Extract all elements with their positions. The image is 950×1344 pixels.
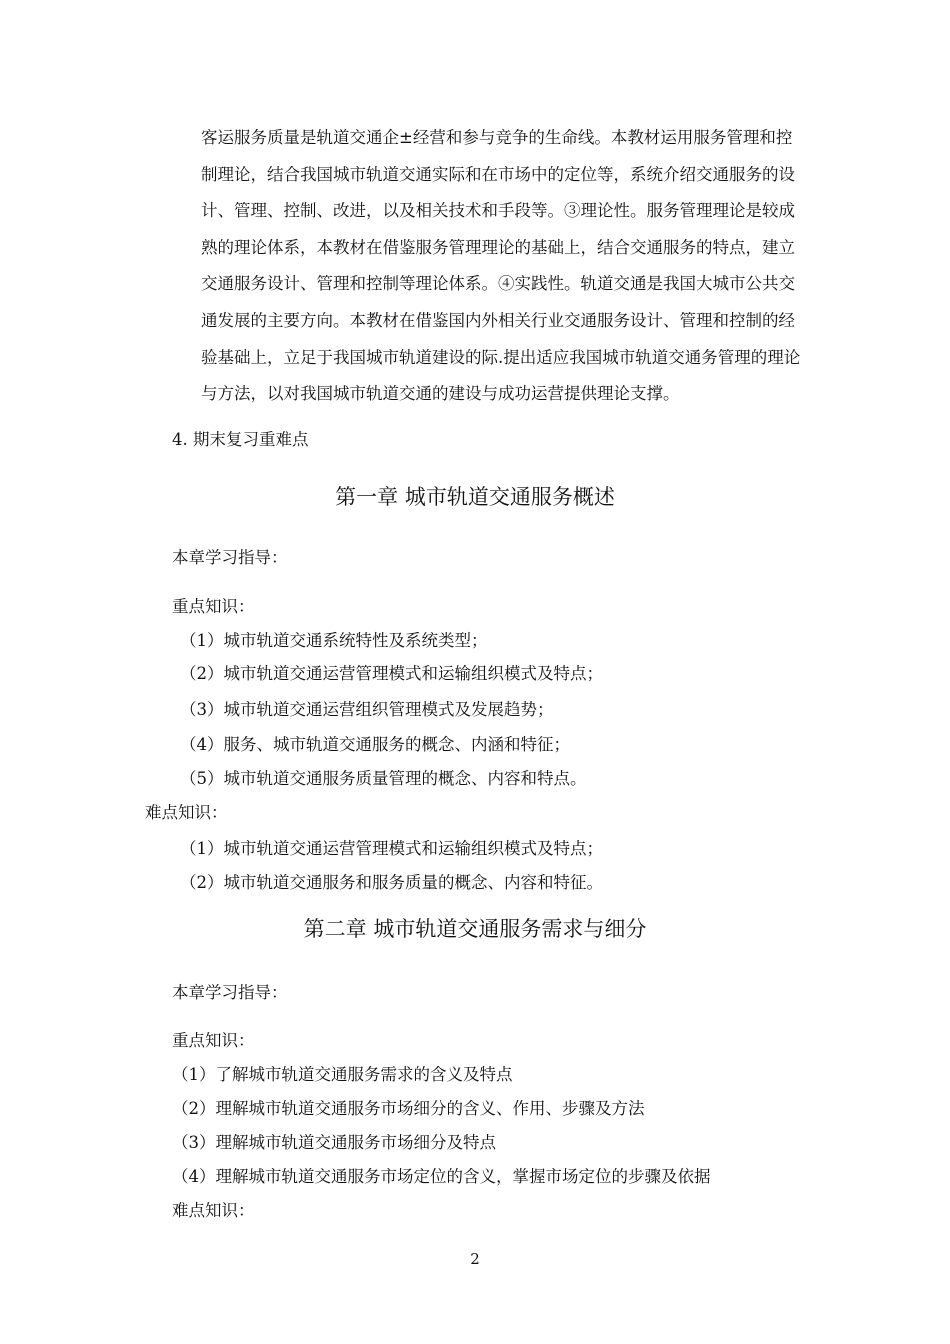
- chapter-1-difficult-item: （2）城市轨道交通服务和服务质量的概念、内容和特征。: [180, 873, 603, 892]
- section-heading: 4. 期末复习重难点: [172, 430, 309, 449]
- chapter-2-key-item: （2）理解城市轨道交通服务市场细分的含义、作用、步骤及方法: [172, 1099, 645, 1118]
- chapter-2-difficult-label: 难点知识：: [172, 1201, 255, 1220]
- intro-line: 通发展的主要方向。本教材在借鉴国内外相关行业交通服务设计、管理和控制的经: [201, 310, 795, 330]
- chapter-2-key-item: （4）理解城市轨道交通服务市场定位的含义，掌握市场定位的步骤及依据: [172, 1167, 711, 1186]
- chapter-1-key-item: （4）服务、城市轨道交通服务的概念、内涵和特征；: [180, 735, 570, 754]
- chapter-1-guide: 本章学习指导：: [172, 548, 288, 567]
- intro-line: 熟的理论体系，本教材在借鉴服务管理理论的基础上，结合交通服务的特点，建立: [201, 237, 795, 257]
- intro-line: 客运服务质量是轨道交通企±经营和参与竞争的生命线。本教材运用服务管理和控: [201, 128, 793, 147]
- chapter-2-key-item: （1）了解城市轨道交通服务需求的含义及特点: [172, 1065, 513, 1084]
- chapter-2-key-label: 重点知识：: [172, 1031, 255, 1050]
- intro-line: 与方法，以对我国城市轨道交通的建设与成功运营提供理论支撑。: [201, 384, 680, 404]
- chapter-2-key-item: （3）理解城市轨道交通服务市场细分及特点: [172, 1133, 496, 1152]
- intro-line: 交通服务设计、管理和控制等理论体系。④实践性。轨道交通是我国大城市公共交: [201, 274, 795, 294]
- chapter-1-key-item: （2）城市轨道交通运营管理模式和运输组织模式及特点；: [180, 664, 603, 683]
- chapter-2-guide: 本章学习指导：: [172, 983, 288, 1002]
- chapter-1-key-item: （3）城市轨道交通运营组织管理模式及发展趋势；: [180, 700, 554, 719]
- chapter-1-title: 第一章 城市轨道交通服务概述: [335, 485, 615, 509]
- intro-paragraph: [201, 120, 811, 413]
- chapter-1-difficult-item: （1）城市轨道交通运营管理模式和运输组织模式及特点；: [180, 839, 603, 858]
- chapter-2-title: 第二章 城市轨道交通服务需求与细分: [303, 917, 647, 941]
- intro-line: 制理论，结合我国城市轨道交通实际和在市场中的定位等，系统介绍交通服务的设: [201, 164, 795, 184]
- chapter-1-difficult-label: 难点知识：: [145, 803, 228, 822]
- intro-line: 验基础上，立足于我国城市轨道建设的际.提出适应我国城市轨道交通务管理的理论: [201, 347, 801, 367]
- chapter-1-key-item: （1）城市轨道交通系统特性及系统类型；: [180, 631, 488, 650]
- intro-line: 计、管理、控制、改进，以及相关技术和手段等。③理论性。服务管理理论是较成: [201, 201, 795, 221]
- chapter-1-key-item: （5）城市轨道交通服务质量管理的概念、内容和特点。: [180, 769, 587, 788]
- page-number: 2: [470, 1250, 480, 1268]
- chapter-1-key-label: 重点知识：: [172, 597, 255, 616]
